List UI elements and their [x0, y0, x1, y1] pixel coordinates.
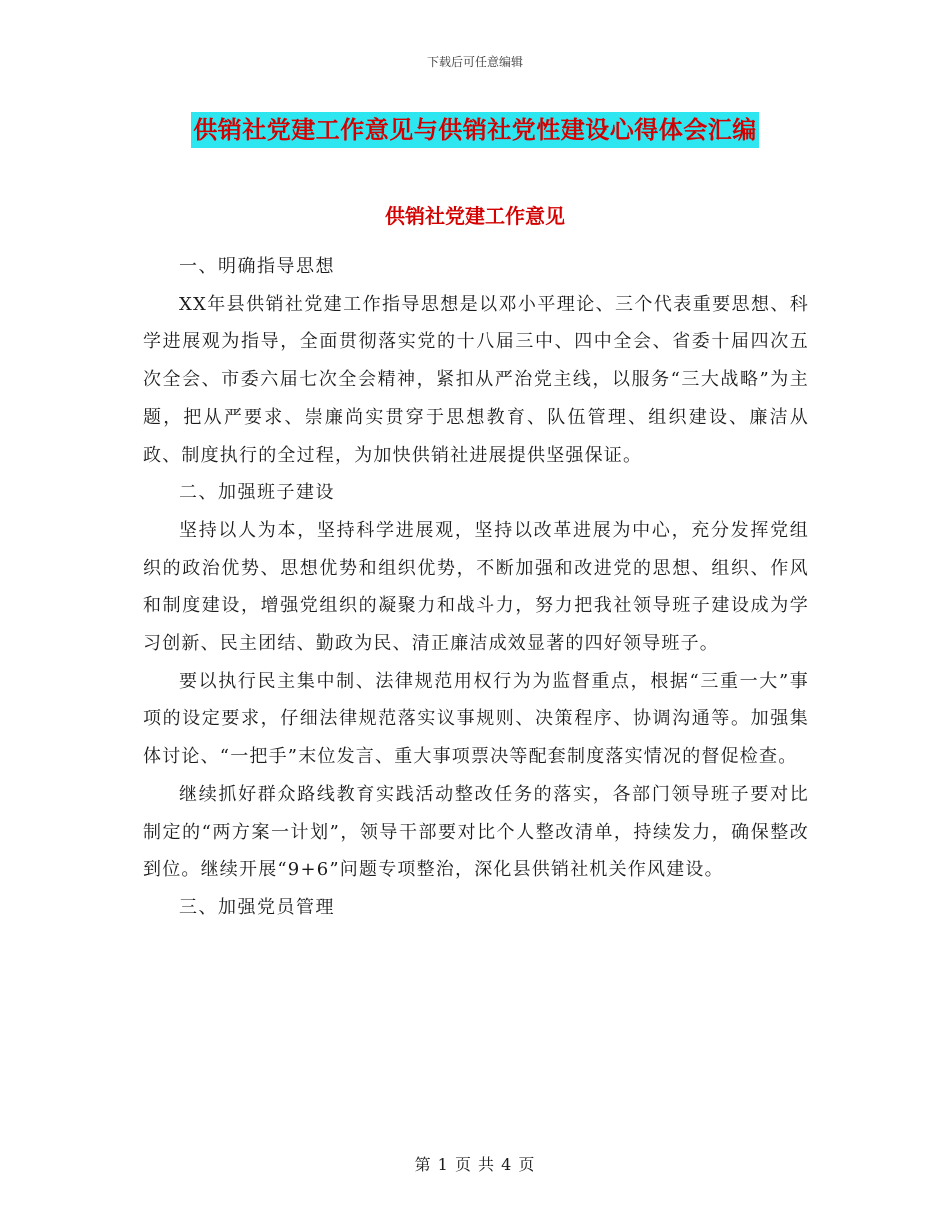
heading-guiding-thought: 一、明确指导思想 [179, 256, 335, 277]
document-body [143, 248, 809, 927]
page-header-note: 下载后可任意编辑 [426, 55, 523, 69]
heading-member-management: 三、加强党员管理 [179, 896, 335, 918]
page-number: 第 1 页 共 4 页 [414, 1155, 536, 1174]
paragraph-supervision: 要以执行民主集中制、法律规范用权行为为监督重点，根据“三重一大”事项的设定要求，仔细法律规范落实议事规则、决策程序、协调沟通等。加强集体讨论、“一把手”末位发言、重大事项票决等配套制度落实情况的督促检查。 [143, 670, 809, 768]
paragraph-guiding-thought: XX年县供销社党建工作指导思想是以邓小平理论、三个代表重要思想、科学进展观为指导，全面贯彻落实党的十八届三中、四中全会、省委十届四次五次全会、市委六届七次全会精神，紧扣从严治党主线，以服务“三大战略”为主题，把从严要求、崇廉尚实贯穿于思想教育、队伍管理、组织建设、廉洁从政、制度执行的全过程，为加快供销社进展提供坚强保证。 [143, 293, 809, 466]
document-title-wrapper [0, 112, 950, 148]
paragraph-team-building: 坚持以人为本，坚持科学进展观，坚持以改革进展为中心，充分发挥党组织的政治优势、思想优势和组织优势，不断加强和改进党的思想、组织、作风和制度建设，增强党组织的凝聚力和战斗力，努力把我社领导班子建设成为学习创新、民主团结、勤政为民、清正廉洁成效显著的四好领导班子。 [143, 519, 809, 655]
heading-team-building: 二、加强班子建设 [179, 482, 335, 504]
section-title: 供销社党建工作意见 [385, 204, 565, 228]
document-title: 供销社党建工作意见与供销社党性建设心得体会汇编 [191, 112, 759, 148]
paragraph-rectification: 继续抓好群众路线教育实践活动整改任务的落实，各部门领导班子要对比制定的“两方案一计划”，领导干部要对比个人整改清单，持续发力，确保整改到位。继续开展“9+6”问题专项整治，深化县供销社机关作风建设。 [143, 783, 809, 881]
